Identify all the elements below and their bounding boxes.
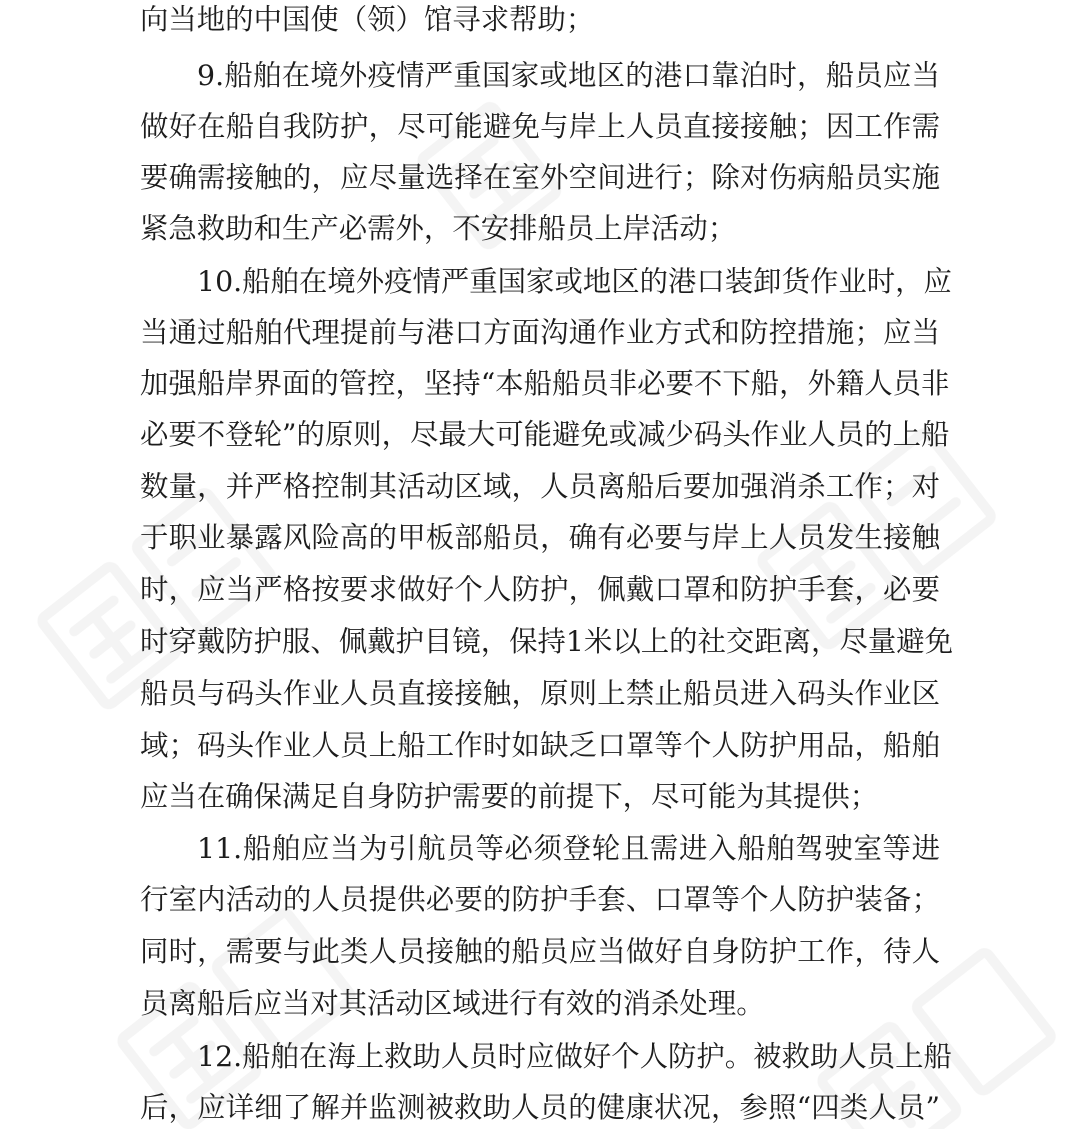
text-line: 做好在船自我防护，尽可能避免与岸上人员直接接触；因工作需 — [140, 110, 940, 143]
text-line: 加强船岸界面的管控，坚持“本船船员非必要不下船，外籍人员非 — [140, 367, 950, 400]
text-line: 必要不登轮”的原则，尽最大可能避免或减少码头作业人员的上船 — [140, 418, 950, 451]
text-line: 数量，并严格控制其活动区域，人员离船后要加强消杀工作；对 — [140, 470, 940, 503]
text-line: 10.船舶在境外疫情严重国家或地区的港口装卸货作业时，应 — [197, 265, 952, 298]
text-line: 紧急救助和生产必需外，不安排船员上岸活动； — [140, 212, 737, 245]
text-line: 于职业暴露风险高的甲板部船员，确有必要与岸上人员发生接触 — [140, 521, 940, 554]
text-line: 行室内活动的人员提供必要的防护手套、口罩等个人防护装备； — [140, 883, 940, 916]
text-line: 当通过船舶代理提前与港口方面沟通作业方式和防控措施；应当 — [140, 316, 940, 349]
text-line: 同时，需要与此类人员接触的船员应当做好自身防护工作，待人 — [140, 935, 940, 968]
text-line: 员离船后应当对其活动区域进行有效的消杀处理。 — [140, 987, 765, 1020]
text-line: 向当地的中国使（领）馆寻求帮助； — [140, 3, 595, 36]
text-line: 时穿戴防护服、佩戴护目镜，保持1米以上的社交距离，尽量避免 — [140, 625, 954, 658]
text-line: 11.船舶应当为引航员等必须登轮且需进入船舶驾驶室等进 — [197, 832, 940, 865]
text-line: 应当在确保满足自身防护需要的前提下，尽可能为其提供； — [140, 780, 879, 813]
text-line: 域；码头作业人员上船工作时如缺乏口罩等个人防护用品，船舶 — [140, 729, 940, 762]
text-line: 船员与码头作业人员直接接触，原则上禁止船员进入码头作业区 — [140, 677, 940, 710]
text-line: 12.船舶在海上救助人员时应做好个人防护。被救助人员上船 — [197, 1040, 952, 1073]
text-line: 9.船舶在境外疫情严重国家或地区的港口靠泊时，船员应当 — [197, 59, 940, 92]
text-line: 要确需接触的，应尽量选择在室外空间进行；除对伤病船员实施 — [140, 161, 940, 194]
text-line: 时，应当严格按要求做好个人防护，佩戴口罩和防护手套，必要 — [140, 573, 940, 606]
text-line: 后，应详细了解并监测被救助人员的健康状况，参照“四类人员” — [140, 1091, 940, 1124]
